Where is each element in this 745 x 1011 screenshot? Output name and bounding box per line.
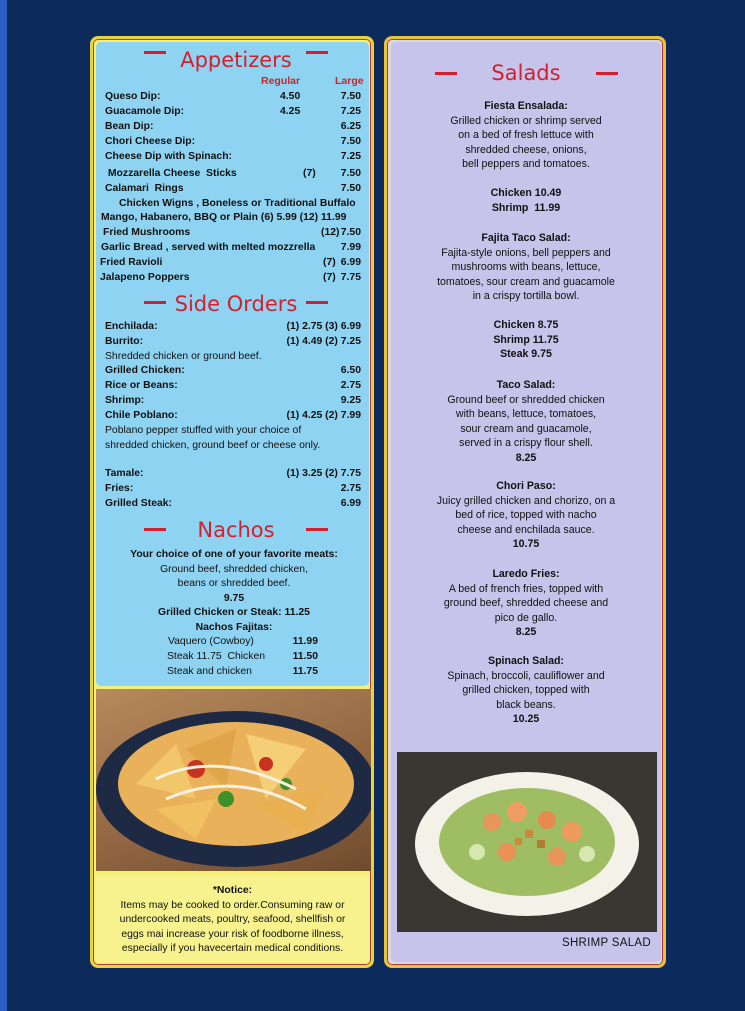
salad-desc: in a crispy tortilla bowl.: [472, 290, 580, 303]
salad-desc: black beans.: [496, 698, 556, 711]
salad-desc: Grilled chicken or shrimp served: [450, 114, 602, 127]
item-name: Grilled Steak:: [105, 498, 172, 509]
nachos-grilled: Grilled Chicken or Steak: 11.25: [158, 607, 310, 619]
salad-desc: Ground beef or shredded chicken: [447, 393, 605, 406]
salad-name: Fajita Taco Salad:: [481, 232, 571, 244]
item-price: 6.50: [340, 365, 361, 376]
menu-item: [105, 168, 367, 183]
item-price: 7.99: [340, 242, 361, 253]
item-name: Mozzarella Cheese Sticks: [105, 168, 237, 179]
title-dash-left: [435, 72, 457, 75]
poblano-note-2: shredded chicken, ground beef or cheese only.: [105, 440, 321, 451]
notice-line: undercooked meats, poultry, seafood, shellfish or: [119, 914, 346, 926]
item-name: Calamari Rings: [105, 183, 184, 194]
salad-price: 8.25: [515, 451, 537, 464]
item-name: Bean Dip:: [105, 121, 154, 132]
left-edge-strip: [0, 0, 7, 1011]
salad-desc: A bed of french fries, topped with: [448, 582, 604, 595]
spinach-salad: [391, 654, 661, 727]
item-name: Chile Poblano:: [105, 410, 178, 421]
item-large-price: 7.50: [340, 168, 361, 179]
item-name: Chori Cheese Dip:: [105, 136, 196, 147]
title-dash-right: [306, 51, 328, 54]
chori-paso: [391, 479, 661, 552]
menu-item: [103, 227, 365, 242]
salad-price: Chicken 10.49: [490, 186, 562, 199]
menu-item: [105, 498, 367, 513]
item-name: Rice or Beans:: [105, 380, 178, 391]
item-quantity: (12): [321, 227, 340, 238]
salad-price: Steak 9.75: [500, 348, 552, 361]
item-price: 9.25: [340, 395, 361, 406]
fajita-item: [167, 666, 318, 681]
salad-price: Chicken 8.75: [493, 318, 559, 331]
fajita-item: [167, 651, 318, 666]
item-price: 6.99: [340, 498, 361, 509]
item-price: (1) 4.49 (2) 7.25: [286, 336, 361, 347]
salad-price: 10.75: [512, 538, 540, 551]
item-large-price: 7.25: [340, 151, 361, 162]
menu-item: [105, 183, 367, 198]
item-quantity: (7): [323, 272, 336, 283]
poblano-note-1: Poblano pepper stuffed with your choice of: [105, 425, 302, 436]
salad-desc: bed of rice, topped with nacho: [455, 509, 597, 522]
salads-title: Salads: [491, 61, 561, 85]
left-menu-content: [96, 42, 369, 686]
item-price: 2.75: [340, 380, 361, 391]
salad-desc: served in a crispy flour shell.: [459, 437, 593, 450]
salad-desc: sour cream and guacamole,: [460, 422, 592, 435]
salad-desc: pico de gallo.: [494, 611, 558, 624]
salad-name: Taco Salad:: [496, 379, 556, 391]
item-large-price: 7.50: [340, 183, 361, 194]
item-name: Tamale:: [105, 468, 144, 479]
title-dash-right: [306, 528, 328, 531]
nachos-photo: [96, 689, 372, 871]
item-large-price: 7.25: [340, 106, 361, 117]
salad-desc: mushrooms with beans, lettuce,: [451, 261, 601, 274]
burrito-note: Shredded chicken or ground beef.: [105, 351, 262, 362]
item-name: Jalapeno Poppers: [100, 272, 190, 283]
salad-desc: cheese and enchilada sauce.: [457, 523, 595, 536]
menu-item: [105, 121, 367, 136]
title-dash-right: [596, 72, 618, 75]
menu-item: [100, 257, 362, 272]
title-dash-left: [144, 528, 166, 531]
nachos-fajitas-title: Nachos Fajitas:: [195, 621, 273, 633]
fajita-name: Vaquero (Cowboy): [168, 636, 254, 647]
nachos-info: [96, 548, 372, 636]
item-quantity: (7): [323, 257, 336, 268]
notice-line: especially if you havecertain medical conditions.: [121, 943, 344, 955]
item-name: Queso Dip:: [105, 91, 161, 102]
salad-desc: Spinach, broccoli, cauliflower and: [447, 669, 605, 682]
item-name: Fried Ravioli: [100, 257, 163, 268]
fajita-name: Steak 11.75 Chicken: [167, 651, 266, 662]
menu-item: [105, 380, 367, 395]
salad-name: Chori Paso:: [496, 480, 556, 492]
item-name: Fried Mushrooms: [103, 227, 191, 238]
menu-item: [105, 483, 367, 498]
title-dash-left: [144, 301, 166, 304]
wings-prices-line: [101, 212, 363, 227]
fajita-name: Steak and chicken: [167, 666, 252, 677]
salad-desc: ground beef, shredded cheese and: [443, 597, 609, 610]
salad-desc: grilled chicken, topped with: [462, 684, 590, 697]
large-column-header: Large: [335, 75, 364, 87]
menu-item: [105, 410, 367, 425]
right-menu-panel: [384, 36, 666, 968]
item-price: 7.75: [340, 272, 361, 283]
regular-column-header: Regular: [261, 75, 301, 87]
title-dash-left: [144, 51, 166, 54]
wings-description: Chicken Wigns , Boneless or Traditional Buffalo: [119, 198, 356, 209]
salad-name: Laredo Fries:: [492, 568, 560, 580]
notice-line: eggs mai increase your risk of foodborne illness,: [121, 928, 344, 940]
menu-item: [105, 321, 367, 336]
notice-line: Items may be cooked to order.Consuming raw or: [120, 899, 345, 911]
fajita-price: 11.99: [292, 636, 318, 647]
fajita-price: 11.75: [292, 666, 318, 677]
item-price: 6.99: [340, 257, 361, 268]
salad-price: 8.25: [515, 626, 537, 639]
menu-item: [100, 272, 362, 287]
menu-item: [105, 336, 367, 351]
salad-desc: shredded cheese, onions,: [465, 143, 587, 156]
left-menu-panel: [90, 36, 374, 968]
laredo-fries: [391, 567, 661, 640]
item-quantity: (7): [303, 168, 316, 179]
fajita-item: [168, 636, 318, 651]
item-price: (1) 2.75 (3) 6.99: [286, 321, 361, 332]
salad-desc: on a bed of fresh lettuce with: [458, 129, 594, 142]
salad-desc: tomatoes, sour cream and guacamole: [437, 275, 615, 288]
item-name: Cheese Dip with Spinach:: [105, 151, 233, 162]
item-large-price: 7.50: [340, 91, 361, 102]
wings-prices: Mango, Habanero, BBQ or Plain (6) 5.99 (12) 11.99: [101, 212, 347, 223]
fajita-taco-salad: [391, 231, 661, 362]
item-large-price: 7.50: [340, 136, 361, 147]
menu-item: [105, 151, 367, 166]
notice-title: *Notice:: [212, 885, 253, 896]
item-name: Burrito:: [105, 336, 144, 347]
nachos-meats-line: beans or shredded beef.: [177, 578, 291, 590]
salads-content: [391, 42, 661, 962]
menu-item: [105, 395, 367, 410]
menu-item: [105, 365, 367, 380]
nachos-price: 9.75: [223, 592, 245, 604]
menu-item: [105, 106, 367, 121]
fajita-price: 11.50: [292, 651, 318, 662]
item-name: Shrimp:: [105, 395, 145, 406]
item-price: (1) 4.25 (2) 7.99: [286, 410, 361, 421]
title-dash-right: [306, 301, 328, 304]
nachos-plate-illustration: [96, 689, 372, 871]
salad-bowl-illustration: [397, 752, 657, 932]
fiesta-ensalada: [391, 99, 661, 215]
salad-desc: with beans, lettuce, tomatoes,: [455, 408, 597, 421]
item-large-price: 6.25: [340, 121, 361, 132]
menu-item: [105, 136, 367, 151]
item-name: Fries:: [105, 483, 134, 494]
salad-name: Fiesta Ensalada:: [484, 100, 568, 112]
salad-desc: bell peppers and tomatoes.: [462, 158, 590, 171]
shrimp-salad-photo: [397, 752, 657, 932]
salad-price: Shrimp 11.75: [493, 333, 559, 346]
item-name: Grilled Chicken:: [105, 365, 185, 376]
nachos-intro: Your choice of one of your favorite meats:: [130, 549, 338, 560]
item-name: Enchilada:: [105, 321, 158, 332]
side-orders-title: Side Orders: [174, 292, 298, 316]
taco-salad: [391, 378, 661, 466]
salad-price: Shrimp 11.99: [491, 201, 561, 214]
item-name: Garlic Bread , served with melted mozzrella: [101, 242, 316, 253]
nachos-meats-line: Ground beef, shredded chicken,: [160, 563, 308, 575]
item-price: (1) 3.25 (2) 7.75: [286, 468, 361, 479]
item-price: 2.75: [340, 483, 361, 494]
salad-price: 10.25: [512, 713, 540, 726]
menu-item: [105, 91, 367, 106]
salad-desc: Fajita-style onions, bell peppers and: [441, 246, 611, 259]
notice-box: [96, 875, 369, 962]
menu-item: [101, 242, 363, 257]
item-regular-price: 4.50: [280, 91, 301, 102]
item-name: Guacamole Dip:: [105, 106, 185, 117]
menu-item: [105, 468, 367, 483]
photo-caption: SHRIMP SALAD: [561, 937, 651, 949]
nachos-title: Nachos: [197, 518, 275, 542]
salad-name: Spinach Salad:: [488, 655, 564, 667]
appetizers-title: Appetizers: [180, 48, 292, 72]
item-regular-price: 4.25: [280, 106, 301, 117]
wings-line: [119, 198, 374, 213]
salad-desc: Juicy grilled chicken and chorizo, on a: [436, 494, 616, 507]
item-price: 7.50: [340, 227, 361, 238]
